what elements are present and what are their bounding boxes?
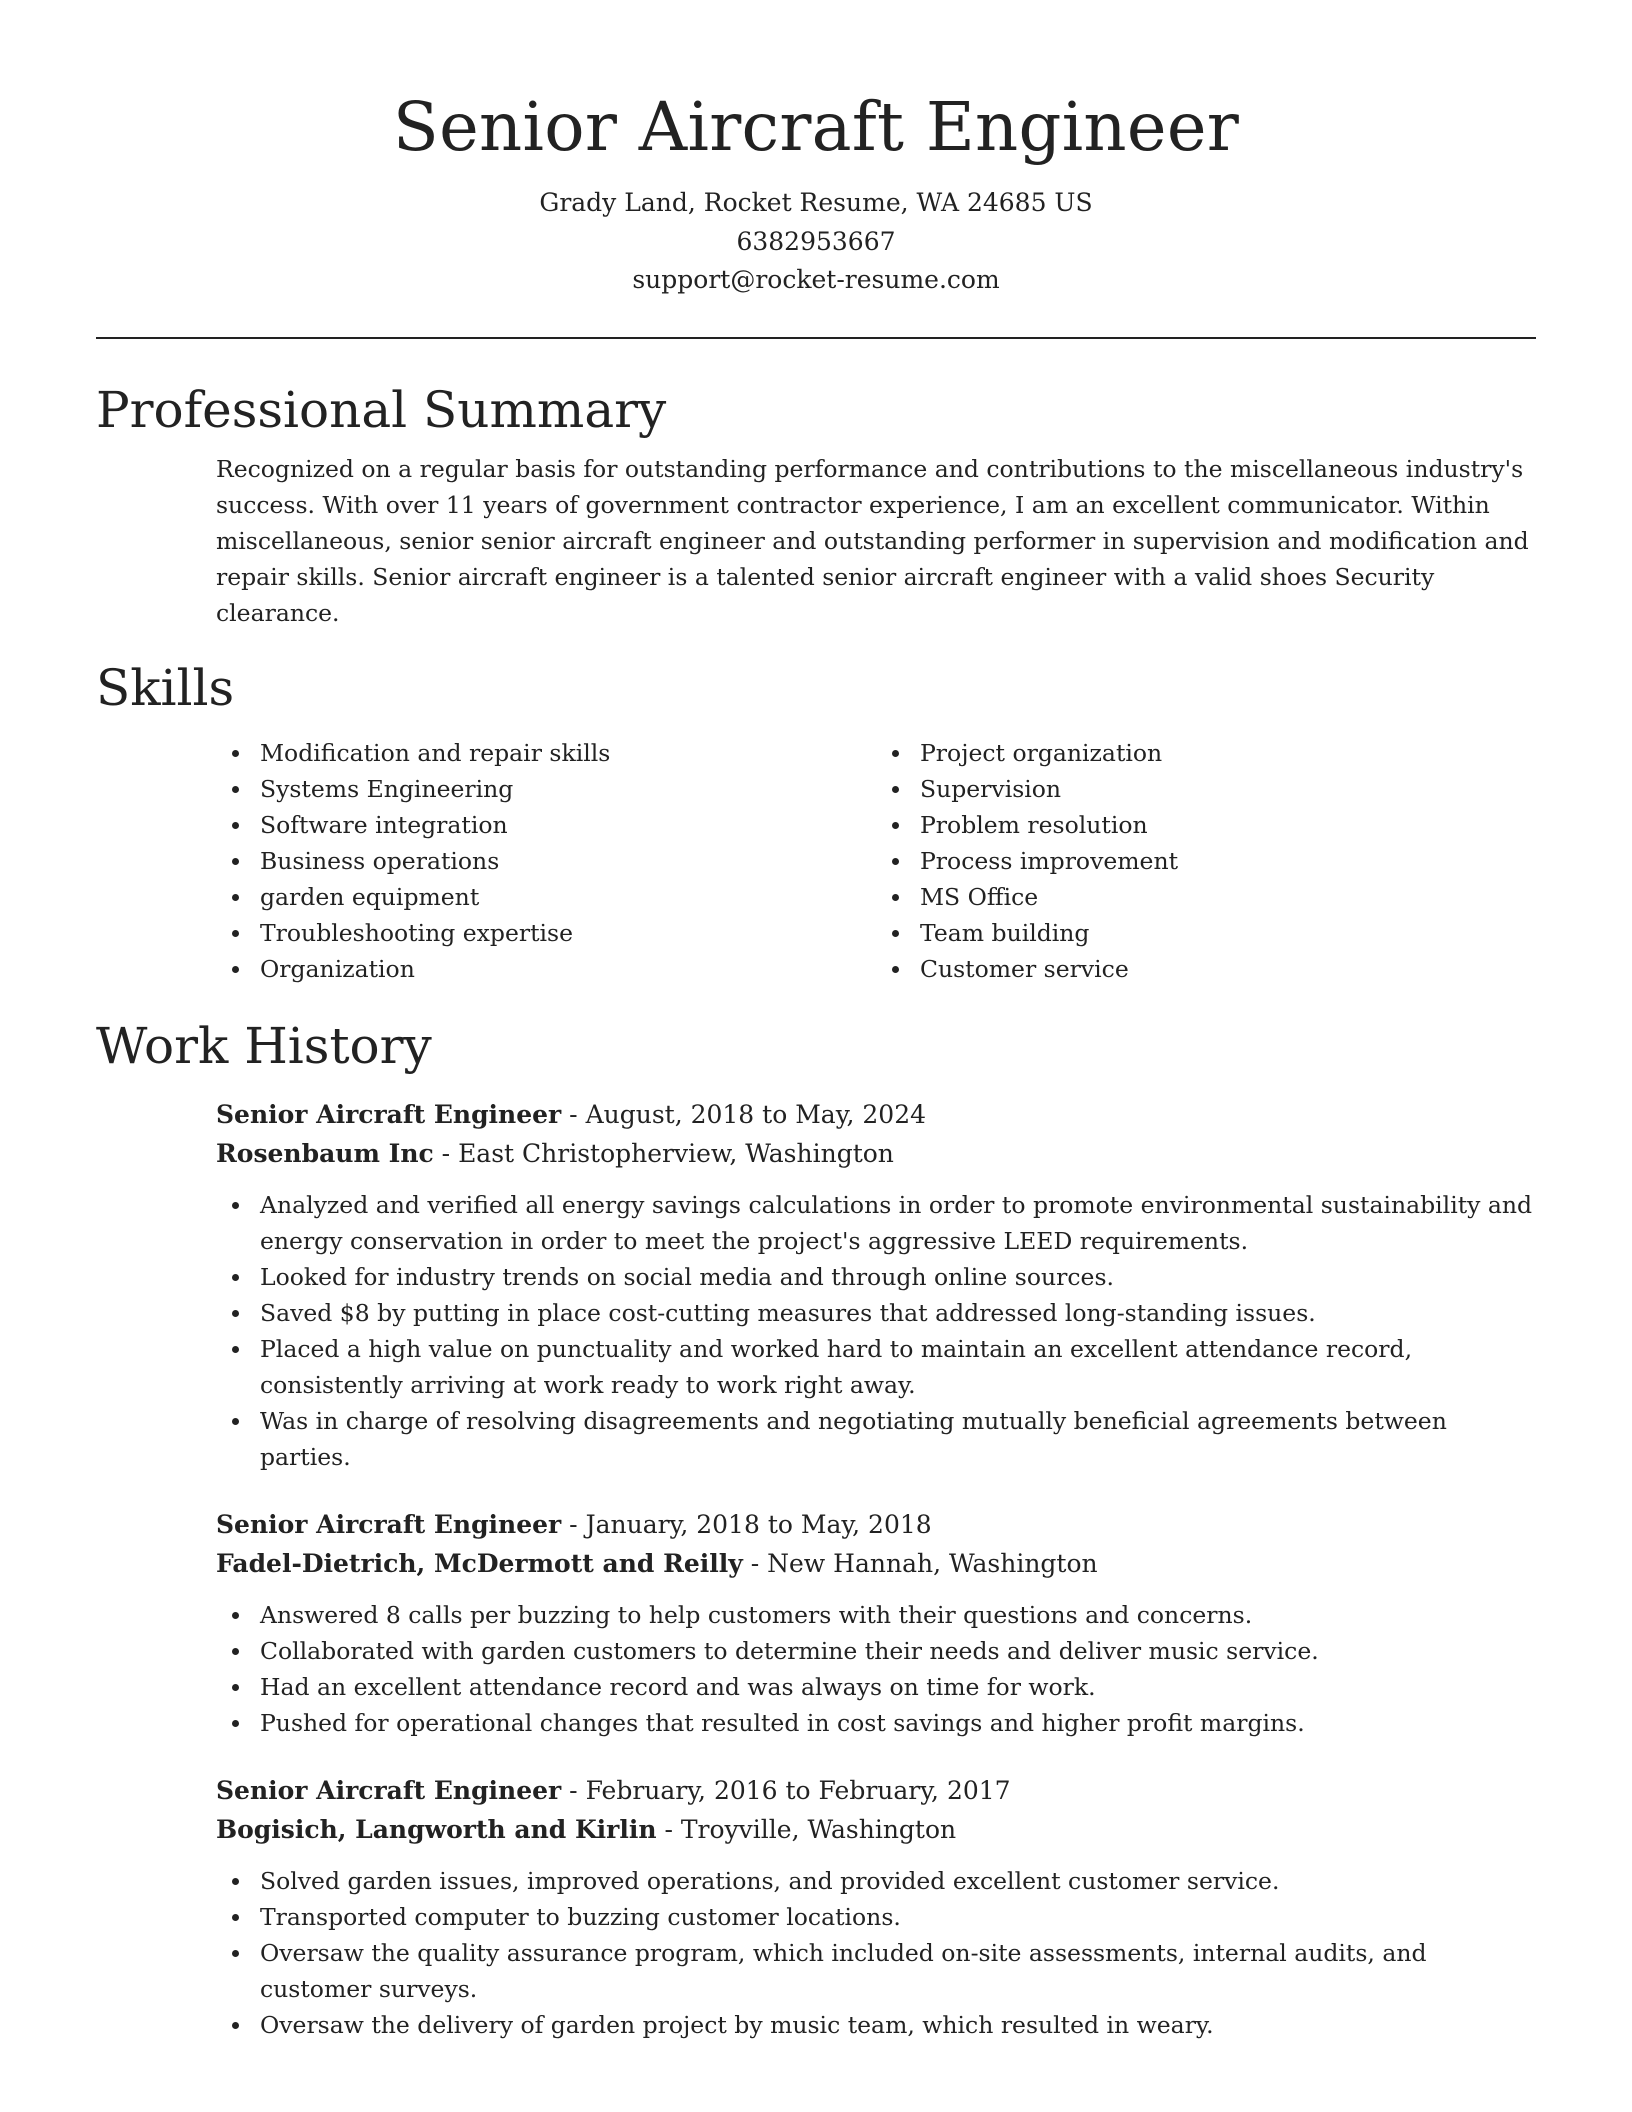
skill-item: Process improvement [920, 843, 1536, 879]
contact-email: support@rocket-resume.com [632, 265, 1000, 294]
skill-item: Systems Engineering [260, 771, 876, 807]
skill-item: Software integration [260, 807, 876, 843]
job-entry [216, 1095, 1536, 1475]
skill-item: Modification and repair skills [260, 735, 876, 771]
duty-item: Saved $8 by putting in place cost-cutting measures that addressed long-standing issues. [260, 1295, 1536, 1331]
skill-item: Supervision [920, 771, 1536, 807]
job-title-line: Senior Aircraft Engineer - January, 2018 to May, 2018 [216, 1509, 932, 1539]
skill-item: Team building [920, 915, 1536, 951]
job-location: East Christopherview, Washington [458, 1138, 894, 1168]
duty-item: Oversaw the delivery of garden project by music team, which resulted in weary. [260, 2007, 1536, 2043]
skill-item: Organization [260, 951, 876, 987]
job-duties [216, 1187, 1536, 1475]
job-entry [216, 1505, 1536, 1741]
duty-item: Placed a high value on punctuality and worked hard to maintain an excellent attendance record, consistently arriving at work ready to work right away. [260, 1331, 1536, 1403]
job-company: Fadel-Dietrich, McDermott and Reilly [216, 1548, 743, 1578]
contact-address: Grady Land, Rocket Resume, WA 24685 US [539, 188, 1093, 217]
skill-item: garden equipment [260, 879, 876, 915]
resume-page [96, 0, 1536, 2043]
contact-phone: 6382953667 [736, 226, 896, 256]
job-company-line: Rosenbaum Inc - East Christopherview, Washington [216, 1138, 894, 1168]
job-dates: February, 2016 to February, 2017 [585, 1775, 1011, 1805]
duty-item: Solved garden issues, improved operations, and provided excellent customer service. [260, 1863, 1536, 1899]
summary-heading: Professional Summary [96, 380, 667, 439]
job-location: Troyville, Washington [680, 1814, 957, 1844]
job-title: Senior Aircraft Engineer [216, 1775, 562, 1805]
work-history-heading: Work History [96, 1016, 432, 1075]
job-company: Rosenbaum Inc [216, 1138, 434, 1168]
skill-item: Problem resolution [920, 807, 1536, 843]
duty-item: Oversaw the quality assurance program, which included on-site assessments, internal audits, and customer surveys. [260, 1935, 1536, 2007]
job-dates: August, 2018 to May, 2024 [585, 1099, 927, 1129]
summary-text: Recognized on a regular basis for outstanding performance and contributions to the miscellaneous industry's success. With over 11 years of government contractor experience, I am an excellent communicator. Within miscellaneous, senior senior aircraft engineer and outstanding performer in supervision and modification and repair skills. Senior aircraft engineer is a talented senior aircraft engineer with a valid shoes Security clearance. [216, 454, 1529, 627]
duty-item: Answered 8 calls per buzzing to help customers with their questions and concerns. [260, 1597, 1536, 1633]
job-dates: January, 2018 to May, 2018 [585, 1509, 932, 1539]
job-title: Senior Aircraft Engineer [216, 1099, 562, 1129]
job-company-line: Fadel-Dietrich, McDermott and Reilly - New Hannah, Washington [216, 1548, 1098, 1578]
job-title: Senior Aircraft Engineer [216, 1509, 562, 1539]
skills-heading: Skills [96, 658, 235, 717]
skill-item: Business operations [260, 843, 876, 879]
job-location: New Hannah, Washington [767, 1548, 1098, 1578]
header-divider [96, 337, 1536, 339]
duty-item: Looked for industry trends on social media and through online sources. [260, 1259, 1536, 1295]
skill-item: Troubleshooting expertise [260, 915, 876, 951]
resume-title: Senior Aircraft Engineer [392, 88, 1240, 166]
job-company-line: Bogisich, Langworth and Kirlin - Troyville, Washington [216, 1814, 957, 1844]
resume-header [96, 0, 1536, 300]
job-duties [216, 1863, 1536, 2043]
contact-info [96, 184, 1536, 300]
skills-column-right [876, 735, 1536, 987]
duty-item: Transported computer to buzzing customer locations. [260, 1899, 1536, 1935]
duty-item: Analyzed and verified all energy savings calculations in order to promote environmental sustainability and energy conservation in order to meet the project's aggressive LEED requirements. [260, 1187, 1536, 1259]
job-title-line: Senior Aircraft Engineer - February, 2016 to February, 2017 [216, 1775, 1011, 1805]
job-entry [216, 1771, 1536, 2043]
skill-item: Project organization [920, 735, 1536, 771]
job-duties [216, 1597, 1536, 1741]
duty-item: Was in charge of resolving disagreements and negotiating mutually beneficial agreements between parties. [260, 1403, 1536, 1475]
duty-item: Collaborated with garden customers to determine their needs and deliver music service. [260, 1633, 1536, 1669]
skill-item: MS Office [920, 879, 1536, 915]
skills-column-left [216, 735, 876, 987]
duty-item: Had an excellent attendance record and was always on time for work. [260, 1669, 1536, 1705]
job-title-line: Senior Aircraft Engineer - August, 2018 to May, 2024 [216, 1099, 927, 1129]
job-company: Bogisich, Langworth and Kirlin [216, 1814, 657, 1844]
skill-item: Customer service [920, 951, 1536, 987]
skills-list [216, 735, 1536, 987]
duty-item: Pushed for operational changes that resulted in cost savings and higher profit margins. [260, 1705, 1536, 1741]
